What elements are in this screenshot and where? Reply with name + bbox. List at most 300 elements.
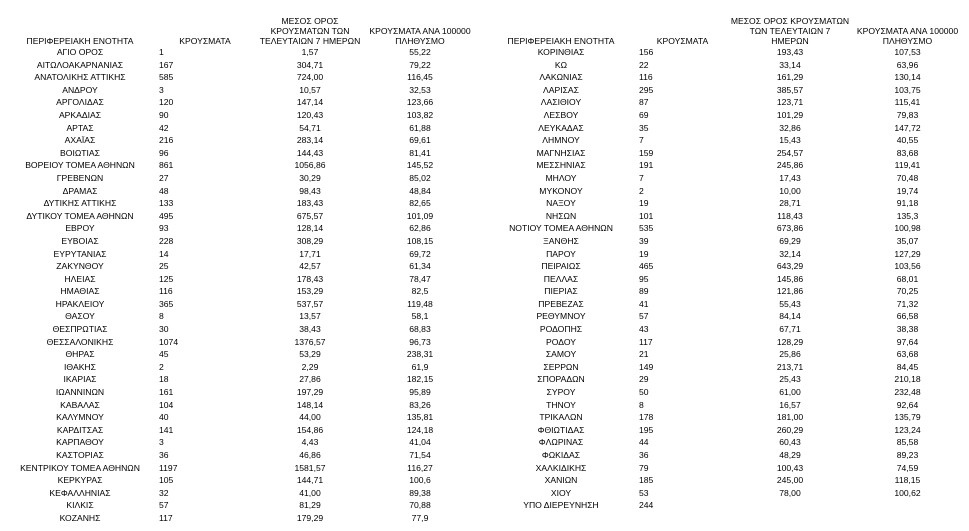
header-cases: ΚΡΟΥΣΜΑΤΑ [656, 36, 709, 46]
avg7-cell: 675,57 [296, 210, 324, 221]
cases-cell: 101 [639, 210, 654, 221]
header-region: ΠΕΡΙΦΕΡΕΙΑΚΗ ΕΝΟΤΗΤΑ [507, 36, 615, 46]
avg7-cell: 46,86 [299, 450, 321, 460]
cases-cell: 116 [159, 286, 173, 297]
table-row [5, 298, 475, 311]
region-cell: ΕΥΒΟΙΑΣ [61, 235, 99, 246]
table-row [5, 46, 475, 59]
cases-cell: 50 [639, 387, 649, 398]
cases-table-left [5, 10, 475, 525]
table-row [5, 122, 475, 135]
cases-cell: 141 [159, 424, 174, 435]
region-cell: ΠΕΛΛΑΣ [543, 273, 579, 284]
avg7-cell: 53,29 [299, 349, 321, 360]
per100k-cell: 38,38 [896, 324, 919, 335]
avg7-cell: 128,29 [776, 336, 804, 347]
cases-cell: 133 [159, 198, 174, 209]
avg7-cell: 1581,57 [294, 462, 326, 473]
per100k-cell: 116,45 [407, 72, 433, 83]
table-row [487, 436, 965, 449]
per100k-cell: 83,68 [896, 147, 919, 158]
cases-cell: 48 [159, 185, 169, 196]
per100k-cell: 70,88 [409, 500, 431, 511]
per100k-cell: 123,66 [406, 97, 434, 108]
cases-cell: 1074 [159, 336, 179, 347]
per100k-cell: 103,75 [894, 84, 921, 95]
per100k-cell: 130,14 [894, 72, 921, 83]
per100k-cell: 84,45 [896, 361, 919, 372]
region-cell: ΤΡΙΚΑΛΩΝ [539, 412, 583, 423]
per100k-cell [850, 499, 965, 512]
cases-cell: 159 [639, 147, 654, 158]
avg7-cell: 118,43 [777, 210, 803, 221]
table-row [487, 386, 965, 399]
per100k-cell: 119,48 [407, 298, 433, 309]
region-cell: ΛΕΣΒΟΥ [543, 109, 579, 120]
per100k-cell: 127,29 [894, 248, 921, 259]
region-cell: ΗΜΑΘΙΑΣ [60, 286, 100, 297]
cases-cell: 149 [639, 361, 654, 372]
per100k-cell: 41,04 [409, 437, 431, 448]
table-row [5, 235, 475, 248]
per100k-cell: 35,07 [896, 235, 919, 246]
cases-cell: 2 [159, 361, 164, 372]
cases-cell: 44 [639, 437, 649, 448]
per100k-cell: 77,9 [411, 512, 429, 523]
per100k-cell: 58,1 [411, 311, 429, 322]
table-row [5, 424, 475, 437]
region-cell: ΗΡΑΚΛΕΙΟΥ [55, 298, 105, 309]
region-cell: ΚΟΡΙΝΘΙΑΣ [537, 47, 585, 57]
cases-cell: 116 [639, 72, 653, 83]
avg7-cell: 181,00 [776, 412, 804, 423]
cases-cell: 22 [639, 59, 649, 70]
cases-cell: 1 [159, 47, 164, 57]
table-body-left [5, 46, 475, 525]
avg7-cell: 101,29 [776, 109, 804, 120]
cases-cell: 57 [639, 311, 649, 322]
cases-cell: 57 [159, 500, 169, 511]
table-row [487, 474, 965, 487]
table-row [5, 462, 475, 475]
avg7-cell: 283,14 [296, 135, 324, 146]
table-row [487, 159, 965, 172]
table-row [487, 59, 965, 72]
cases-cell: 295 [639, 84, 654, 95]
region-cell: ΜΥΚΟΝΟΥ [539, 185, 583, 196]
per100k-cell: 103,56 [894, 261, 921, 272]
cases-cell: 25 [159, 261, 169, 272]
cases-cell: 43 [639, 324, 649, 335]
per100k-cell: 85,02 [409, 172, 431, 183]
per100k-cell: 101,09 [406, 210, 434, 221]
cases-cell: 585 [159, 72, 174, 83]
avg7-cell: 30,29 [299, 172, 321, 183]
table-row [487, 235, 965, 248]
avg7-cell: 213,71 [776, 361, 804, 372]
table-row [5, 487, 475, 500]
cases-cell: 228 [159, 235, 174, 246]
table-body-right [487, 46, 965, 512]
cases-cell: 861 [159, 160, 174, 171]
per100k-cell: 210,18 [894, 374, 921, 385]
region-cell: ΓΡΕΒΕΝΩΝ [56, 172, 104, 183]
cases-cell: 8 [639, 399, 644, 410]
region-cell: ΝΑΞΟΥ [546, 198, 576, 209]
per100k-cell: 69,72 [409, 248, 431, 259]
table-row [5, 373, 475, 386]
per100k-cell: 145,52 [406, 160, 434, 171]
per100k-cell: 92,64 [896, 399, 919, 410]
region-cell: ΝΟΤΙΟΥ ΤΟΜΕΑ ΑΘΗΝΩΝ [509, 223, 613, 234]
region-cell: ΜΕΣΣΗΝΙΑΣ [536, 160, 586, 171]
region-cell: ΧΑΝΙΩΝ [544, 475, 578, 486]
per100k-cell: 89,23 [896, 450, 919, 460]
per100k-cell: 71,54 [409, 450, 431, 460]
table-row [487, 172, 965, 185]
region-cell: ΑΧΑΪΑΣ [64, 135, 96, 146]
avg7-cell: 673,86 [776, 223, 804, 234]
avg7-cell: 120,43 [296, 109, 324, 120]
region-cell: ΘΕΣΠΡΩΤΙΑΣ [52, 324, 108, 335]
avg7-cell: 148,14 [296, 399, 324, 410]
avg7-cell: 245,86 [776, 160, 804, 171]
table-row [487, 134, 965, 147]
per100k-cell: 19,74 [896, 185, 919, 196]
per100k-cell: 89,38 [409, 487, 431, 498]
table-row [487, 298, 965, 311]
table-row [5, 474, 475, 487]
table-header-row [487, 10, 965, 46]
table-row [5, 260, 475, 273]
avg7-cell: 17,71 [299, 248, 321, 259]
cases-cell: 365 [159, 298, 174, 309]
table-row [5, 185, 475, 198]
table-row [487, 273, 965, 286]
table-row [487, 323, 965, 336]
cases-cell: 40 [159, 412, 169, 423]
cases-cell: 244 [639, 500, 654, 511]
cases-cell: 39 [639, 235, 649, 246]
table-row [5, 109, 475, 122]
per100k-cell: 82,65 [409, 198, 431, 209]
table-row [487, 147, 965, 160]
region-cell: ΚΕΡΚΥΡΑΣ [57, 475, 103, 486]
cases-cell: 465 [639, 261, 654, 272]
region-cell: ΛΑΡΙΣΑΣ [543, 84, 579, 95]
cases-cell: 29 [639, 374, 649, 385]
per100k-cell: 91,18 [896, 198, 919, 209]
table-row [5, 147, 475, 160]
table-row [5, 361, 475, 374]
region-cell: ΙΘΑΚΗΣ [64, 361, 96, 372]
avg7-cell: 33,14 [779, 59, 801, 70]
region-cell: ΣΠΟΡΑΔΩΝ [537, 374, 585, 385]
header-avg7: ΜΕΣΟΣ ΟΡΟΣ ΚΡΟΥΣΜΑΤΩΝ ΤΩΝ ΤΕΛΕΥΤΑΙΩΝ 7 ΗΜΕΡΩΝ [730, 16, 850, 46]
table-row [487, 424, 965, 437]
per100k-cell: 100,62 [894, 487, 921, 498]
cases-cell: 19 [639, 248, 649, 259]
per100k-cell: 100,6 [409, 475, 431, 486]
table-row [487, 84, 965, 97]
per100k-cell: 48,84 [409, 185, 431, 196]
avg7-cell: 61,00 [779, 387, 801, 398]
table-row [487, 373, 965, 386]
avg7-cell: 25,86 [779, 349, 801, 360]
table-row [5, 512, 475, 525]
region-cell: ΚΕΦΑΛΛΗΝΙΑΣ [49, 487, 111, 498]
table-row [5, 71, 475, 84]
avg7-cell: 121,86 [776, 286, 804, 297]
cases-cell: 14 [159, 248, 169, 259]
table-row [487, 248, 965, 261]
table-row [487, 185, 965, 198]
header-per100k: ΚΡΟΥΣΜΑΤΑ ΑΝΑ 100000 ΠΛΗΘΥΣΜΟ [369, 26, 471, 46]
avg7-cell: 69,29 [779, 235, 801, 246]
table-row [5, 399, 475, 412]
avg7-cell: 304,71 [296, 59, 324, 70]
per100k-cell: 63,96 [896, 59, 919, 70]
table-row [487, 361, 965, 374]
region-cell: ΚΙΛΚΙΣ [66, 500, 94, 511]
table-row [487, 197, 965, 210]
region-cell: ΙΩΑΝΝΙΝΩΝ [55, 387, 105, 398]
cases-cell: 8 [159, 311, 164, 322]
avg7-cell: 84,14 [779, 311, 801, 322]
region-cell: ΛΑΣΙΘΙΟΥ [540, 97, 582, 108]
avg7-cell: 98,43 [299, 185, 321, 196]
region-cell: ΠΑΡΟΥ [546, 248, 576, 259]
per100k-cell: 82,5 [411, 286, 429, 297]
region-cell: ΦΘΙΩΤΙΔΑΣ [537, 424, 585, 435]
avg7-cell: 10,57 [299, 84, 321, 95]
cases-cell: 125 [159, 273, 174, 284]
header-cases: ΚΡΟΥΣΜΑΤΑ [179, 36, 231, 46]
table-row [487, 285, 965, 298]
cases-cell: 178 [639, 412, 654, 423]
region-cell: ΘΕΣΣΑΛΟΝΙΚΗΣ [46, 336, 114, 347]
cases-cell: 96 [159, 147, 169, 158]
table-row [5, 248, 475, 261]
table-row [5, 436, 475, 449]
cases-cell: 7 [639, 135, 644, 146]
avg7-cell: 1056,86 [294, 160, 326, 171]
avg7-cell: 55,43 [779, 298, 801, 309]
region-cell: ΣΥΡΟΥ [546, 387, 576, 398]
table-row [487, 399, 965, 412]
avg7-cell: 385,57 [776, 84, 804, 95]
cases-cell: 30 [159, 324, 169, 335]
region-cell: ΥΠΟ ΔΙΕΡΕΥΝΗΣΗ [523, 500, 599, 511]
per100k-cell: 40,55 [896, 135, 919, 146]
cases-cell: 27 [159, 172, 169, 183]
per100k-cell: 79,83 [896, 109, 919, 120]
avg7-cell: 10,00 [779, 185, 801, 196]
table-row [5, 336, 475, 349]
region-cell: ΖΑΚΥΝΘΟΥ [56, 261, 104, 272]
per100k-cell: 68,01 [896, 273, 919, 284]
cases-cell: 89 [639, 286, 649, 297]
avg7-cell: 1,57 [301, 47, 319, 57]
avg7-cell: 48,29 [779, 450, 801, 460]
region-cell: ΑΝΑΤΟΛΙΚΗΣ ΑΤΤΙΚΗΣ [34, 72, 126, 83]
per100k-cell: 107,53 [894, 47, 921, 57]
region-cell: ΚΕΝΤΡΙΚΟΥ ΤΟΜΕΑ ΑΘΗΝΩΝ [20, 462, 140, 473]
region-cell: ΞΑΝΘΗΣ [543, 235, 579, 246]
per100k-cell: 232,48 [894, 387, 921, 398]
region-cell: ΝΗΣΩΝ [545, 210, 577, 221]
region-cell: ΕΒΡΟΥ [65, 223, 95, 234]
cases-cell: 42 [159, 122, 169, 133]
region-cell: ΙΚΑΡΙΑΣ [63, 374, 97, 385]
table-row [5, 134, 475, 147]
region-cell: ΠΙΕΡΙΑΣ [544, 286, 578, 297]
cases-cell: 21 [639, 349, 649, 360]
cases-cell: 87 [639, 97, 649, 108]
avg7-cell: 81,29 [299, 500, 321, 511]
cases-cell: 105 [159, 475, 174, 486]
avg7-cell: 54,71 [299, 122, 321, 133]
table-row [487, 109, 965, 122]
region-cell: ΗΛΕΙΑΣ [64, 273, 96, 284]
cases-cell: 35 [639, 122, 649, 133]
cases-cell: 120 [159, 97, 174, 108]
cases-cell: 216 [159, 135, 174, 146]
region-cell: ΡΟΔΟΠΗΣ [539, 324, 583, 335]
avg7-cell: 128,14 [296, 223, 324, 234]
region-cell: ΔΥΤΙΚΟΥ ΤΟΜΕΑ ΑΘΗΝΩΝ [26, 210, 134, 221]
avg7-cell: 32,86 [779, 122, 801, 133]
avg7-cell: 154,86 [296, 424, 324, 435]
per100k-cell: 135,3 [896, 210, 919, 221]
region-cell: ΔΥΤΙΚΗΣ ΑΤΤΙΚΗΣ [43, 198, 117, 209]
table-row [5, 499, 475, 512]
table-row [487, 96, 965, 109]
per100k-cell: 61,88 [409, 122, 431, 133]
region-cell: ΑΙΤΩΛΟΑΚΑΡΝΑΝΙΑΣ [36, 59, 124, 70]
per100k-cell: 95,89 [409, 387, 431, 398]
table-row [487, 499, 965, 512]
table-row [487, 310, 965, 323]
avg7-cell: 1376,57 [294, 336, 326, 347]
per100k-cell: 32,53 [409, 84, 431, 95]
avg7-cell: 44,00 [299, 412, 321, 423]
cases-cell: 36 [639, 450, 649, 460]
region-cell: ΚΑΛΥΜΝΟΥ [56, 412, 104, 423]
region-cell: ΜΗΛΟΥ [545, 172, 577, 183]
region-cell: ΚΑΣΤΟΡΙΑΣ [56, 450, 104, 460]
region-cell: ΛΕΥΚΑΔΑΣ [538, 122, 584, 133]
table-row [5, 84, 475, 97]
per100k-cell: 63,68 [896, 349, 919, 360]
region-cell: ΚΑΡΠΑΘΟΥ [56, 437, 104, 448]
table-row [5, 197, 475, 210]
per100k-cell: 78,47 [409, 273, 431, 284]
avg7-cell: 41,00 [299, 487, 321, 498]
avg7-cell: 15,43 [779, 135, 801, 146]
avg7-cell: 123,71 [776, 97, 804, 108]
per100k-cell: 61,34 [409, 261, 431, 272]
cases-cell: 156 [639, 47, 654, 57]
table-row [5, 172, 475, 185]
per100k-cell: 74,59 [896, 462, 919, 473]
table-row [487, 336, 965, 349]
region-cell: ΑΡΤΑΣ [66, 122, 94, 133]
region-cell: ΚΩ [554, 59, 568, 70]
table-row [487, 222, 965, 235]
region-cell: ΠΕΙΡΑΙΩΣ [541, 261, 581, 272]
region-cell: ΘΑΣΟΥ [65, 311, 95, 322]
cases-cell: 90 [159, 109, 169, 120]
region-cell: ΜΑΓΝΗΣΙΑΣ [536, 147, 586, 158]
region-cell: ΦΩΚΙΔΑΣ [541, 450, 581, 460]
region-cell: ΧΙΟΥ [550, 487, 572, 498]
avg7-cell: 32,14 [779, 248, 801, 259]
per100k-cell: 62,86 [409, 223, 431, 234]
region-cell: ΑΡΚΑΔΙΑΣ [58, 109, 102, 120]
cases-cell: 69 [639, 109, 649, 120]
region-cell: ΚΑΡΔΙΤΣΑΣ [56, 424, 104, 435]
avg7-cell: 724,00 [296, 72, 324, 83]
table-row [487, 46, 965, 59]
cases-cell: 3 [159, 84, 164, 95]
cases-cell: 117 [159, 512, 173, 523]
region-cell: ΚΟΖΑΝΗΣ [59, 512, 101, 523]
table-row [5, 222, 475, 235]
table-row [5, 273, 475, 286]
cases-cell: 93 [159, 223, 169, 234]
header-per100k: ΚΡΟΥΣΜΑΤΑ ΑΝΑ 100000 ΠΛΗΘΥΣΜΟ [856, 26, 959, 46]
cases-cell: 117 [639, 336, 653, 347]
avg7-cell: 38,43 [299, 324, 321, 335]
avg7-cell: 144,71 [296, 475, 324, 486]
avg7-cell: 308,29 [296, 235, 324, 246]
per100k-cell: 85,58 [896, 437, 919, 448]
avg7-cell: 197,29 [296, 387, 324, 398]
per100k-cell: 119,41 [894, 160, 921, 171]
avg7-cell: 260,29 [776, 424, 804, 435]
per100k-cell: 147,72 [894, 122, 921, 133]
avg7-cell: 16,57 [779, 399, 801, 410]
table-row [5, 159, 475, 172]
cases-cell: 36 [159, 450, 169, 460]
cases-cell: 495 [159, 210, 174, 221]
cases-cell: 167 [159, 59, 174, 70]
region-cell: ΘΗΡΑΣ [65, 349, 95, 360]
avg7-cell [730, 499, 850, 512]
per100k-cell: 116,27 [407, 462, 433, 473]
avg7-cell: 13,57 [299, 311, 321, 322]
per100k-cell: 135,79 [894, 412, 921, 423]
cases-cell: 41 [639, 298, 649, 309]
per100k-cell: 115,41 [894, 97, 921, 108]
region-cell: ΠΡΕΒΕΖΑΣ [538, 298, 584, 309]
region-cell: ΣΑΜΟΥ [545, 349, 577, 360]
table-row [487, 449, 965, 462]
per100k-cell: 118,15 [894, 475, 921, 486]
table-row [5, 348, 475, 361]
cases-cell: 18 [159, 374, 169, 385]
per100k-cell: 79,22 [409, 59, 431, 70]
cases-cell: 53 [639, 487, 649, 498]
region-cell: ΕΥΡΥΤΑΝΙΑΣ [53, 248, 107, 259]
avg7-cell: 78,00 [779, 487, 801, 498]
table-row [487, 487, 965, 500]
table-row [5, 310, 475, 323]
cases-cell: 19 [639, 198, 649, 209]
per100k-cell: 66,58 [896, 311, 919, 322]
per100k-cell: 123,24 [894, 424, 921, 435]
